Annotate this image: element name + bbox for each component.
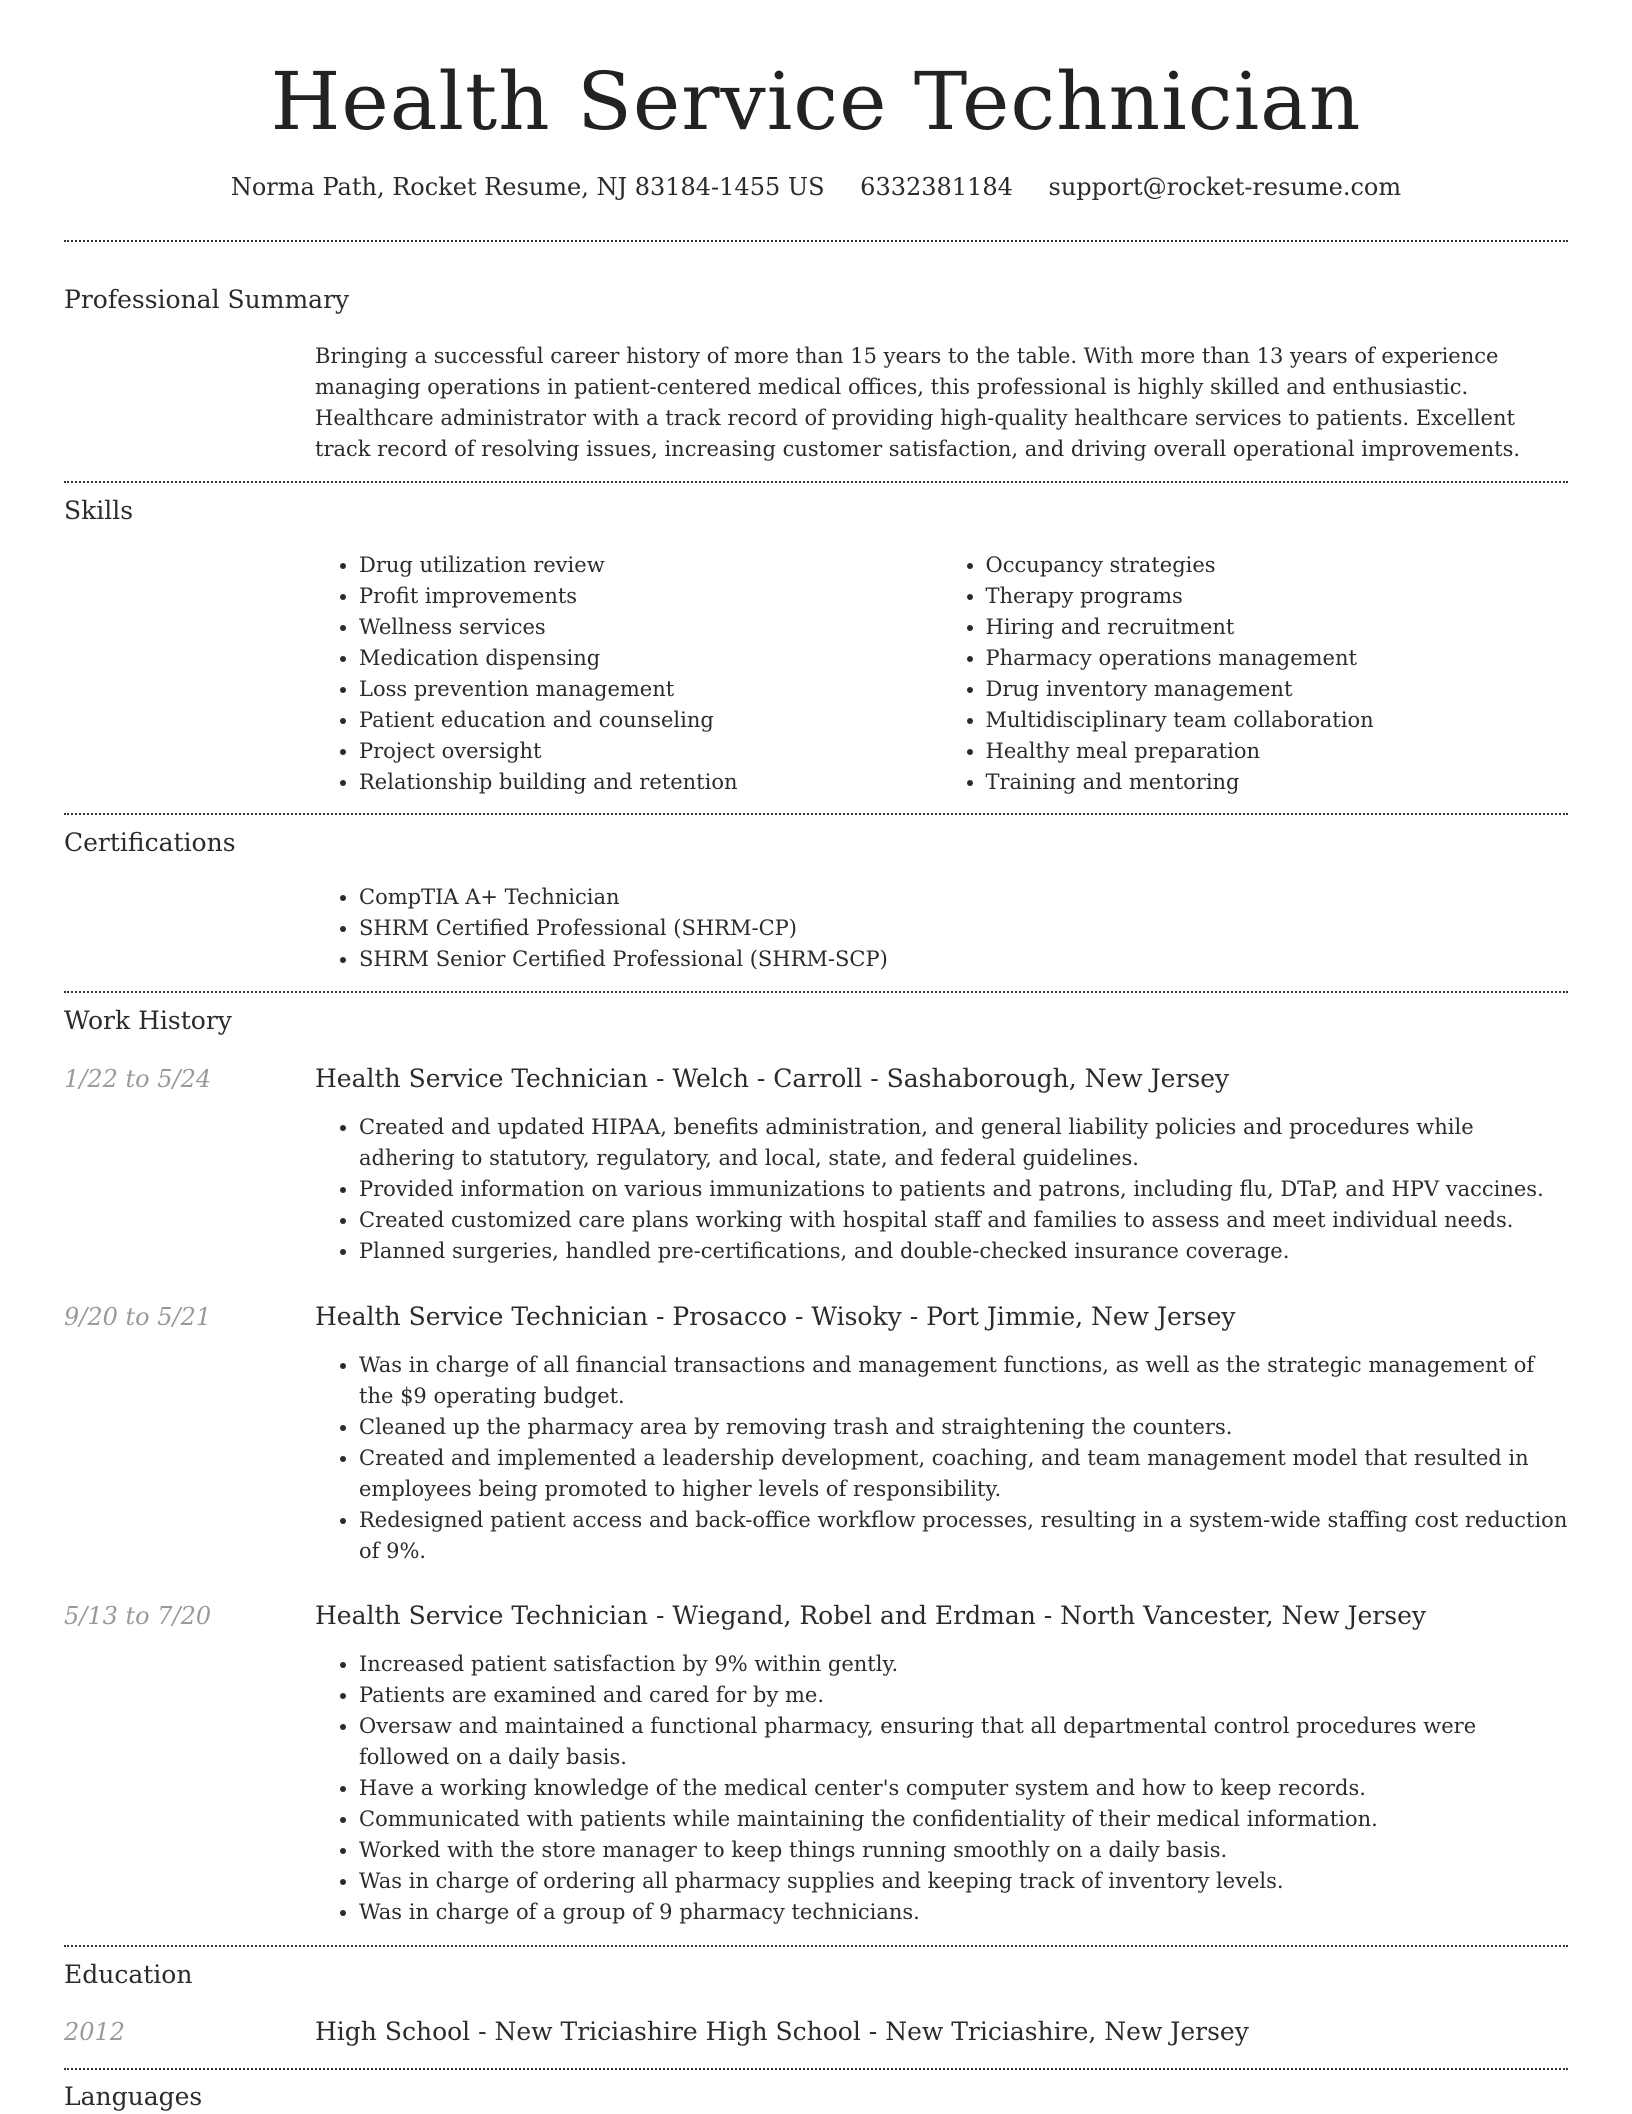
list-item: • Communicated with patients while maintaining the confidentiality of their medical information. <box>359 1804 1568 1835</box>
education-heading: Education <box>64 1960 193 1989</box>
list-item: • Created customized care plans working with hospital staff and families to assess and meet individual needs. <box>359 1205 1568 1236</box>
job-title: Health Service Technician - Prosacco - Wisoky - Port Jimmie, New Jersey <box>315 1302 1236 1331</box>
list-item: • Therapy programs <box>986 581 1569 612</box>
job-date: 5/13 to 7/20 <box>64 1602 212 1630</box>
list-item: • Oversaw and maintained a functional pharmacy, ensuring that all departmental control procedures were followed on a daily basis. <box>359 1711 1568 1773</box>
list-item: • Training and mentoring <box>986 767 1569 798</box>
list-item: • SHRM Certified Professional (SHRM-CP) <box>359 913 1568 944</box>
job-title: Health Service Technician - Welch - Carroll - Sashaborough, New Jersey <box>315 1064 1230 1093</box>
list-item: • Hiring and recruitment <box>986 612 1569 643</box>
list-item: • Created and updated HIPAA, benefits administration, and general liability policies and procedures while adhering to statutory, regulatory, and local, state, and federal guidelines. <box>359 1112 1568 1174</box>
list-item: • Patient education and counseling <box>359 705 942 736</box>
education-entry: High School - New Triciashire High School - New Triciashire, New Jersey <box>315 2017 1249 2046</box>
job-details <box>315 1649 1568 1928</box>
list-item: • Cleaned up the pharmacy area by removing trash and straightening the counters. <box>359 1412 1568 1443</box>
work-history-heading: Work History <box>64 1006 232 1035</box>
job-title: Health Service Technician - Wiegand, Robel and Erdman - North Vancester, New Jersey <box>315 1601 1427 1630</box>
section-divider <box>64 1945 1568 1947</box>
resume-name-title: Health Service Technician <box>270 55 1362 148</box>
summary-heading: Professional Summary <box>64 285 350 314</box>
job-details <box>315 1350 1568 1567</box>
list-item: • Worked with the store manager to keep things running smoothly on a daily basis. <box>359 1835 1568 1866</box>
section-divider <box>64 991 1568 993</box>
section-divider <box>64 240 1568 242</box>
summary-section <box>315 341 1568 465</box>
skills-section <box>315 550 1568 798</box>
contact-phone: 6332381184 <box>860 173 1013 201</box>
job-date: 1/22 to 5/24 <box>64 1065 212 1093</box>
education-date: 2012 <box>64 2018 126 2046</box>
job-date: 9/20 to 5/21 <box>64 1303 212 1331</box>
list-item: • Redesigned patient access and back-office workflow processes, resulting in a system-wide staffing cost reduction of 9%. <box>359 1505 1568 1567</box>
certifications-section <box>315 882 1568 975</box>
list-item: • Provided information on various immunizations to patients and patrons, including flu, DTaP, and HPV vaccines. <box>359 1174 1568 1205</box>
list-item: • Occupancy strategies <box>986 550 1569 581</box>
section-divider <box>64 813 1568 815</box>
job-details <box>315 1112 1568 1267</box>
list-item: • Increased patient satisfaction by 9% within gently. <box>359 1649 1568 1680</box>
contact-address: Norma Path, Rocket Resume, NJ 83184-1455 US <box>230 173 825 201</box>
list-item: • Relationship building and retention <box>359 767 942 798</box>
skills-list-right <box>942 550 1569 798</box>
list-item: • Pharmacy operations management <box>986 643 1569 674</box>
list-item: • CompTIA A+ Technician <box>359 882 1568 913</box>
list-item: • Drug utilization review <box>359 550 942 581</box>
contact-email: support@rocket-resume.com <box>1048 173 1402 201</box>
summary-text: Bringing a successful career history of more than 15 years to the table. With more than 13 years of experience managing operations in patient-centered medical offices, this professional is highly skilled and enthusiastic. Healthcare administrator with a track record of providing high-quality healthcare services to patients. Excellent track record of resolving issues, increasing customer satisfaction, and driving overall operational improvements. <box>315 344 1521 461</box>
job-bullets <box>315 1350 1568 1567</box>
list-item: • Was in charge of ordering all pharmacy supplies and keeping track of inventory levels. <box>359 1866 1568 1897</box>
languages-heading: Languages <box>64 2082 203 2111</box>
list-item: • Healthy meal preparation <box>986 736 1569 767</box>
contact-line <box>64 170 1568 204</box>
list-item: • SHRM Senior Certified Professional (SHRM-SCP) <box>359 944 1568 975</box>
skills-grid <box>315 550 1568 798</box>
list-item: • Drug inventory management <box>986 674 1569 705</box>
list-item: • Created and implemented a leadership development, coaching, and team management model that resulted in employees being promoted to higher levels of responsibility. <box>359 1443 1568 1505</box>
section-divider <box>64 2068 1568 2070</box>
list-item: • Have a working knowledge of the medical center's computer system and how to keep records. <box>359 1773 1568 1804</box>
skills-list-left <box>315 550 942 798</box>
list-item: • Multidisciplinary team collaboration <box>986 705 1569 736</box>
certifications-heading: Certifications <box>64 828 236 857</box>
list-item: • Planned surgeries, handled pre-certifications, and double-checked insurance coverage. <box>359 1236 1568 1267</box>
list-item: • Loss prevention management <box>359 674 942 705</box>
list-item: • Profit improvements <box>359 581 942 612</box>
list-item: • Was in charge of all financial transactions and management functions, as well as the strategic management of the $9 operating budget. <box>359 1350 1568 1412</box>
certifications-list <box>315 882 1568 975</box>
section-divider <box>64 481 1568 483</box>
list-item: • Was in charge of a group of 9 pharmacy technicians. <box>359 1897 1568 1928</box>
list-item: • Patients are examined and cared for by me. <box>359 1680 1568 1711</box>
list-item: • Project oversight <box>359 736 942 767</box>
list-item: • Medication dispensing <box>359 643 942 674</box>
job-bullets <box>315 1649 1568 1928</box>
skills-heading: Skills <box>64 496 134 525</box>
job-bullets <box>315 1112 1568 1267</box>
list-item: • Wellness services <box>359 612 942 643</box>
